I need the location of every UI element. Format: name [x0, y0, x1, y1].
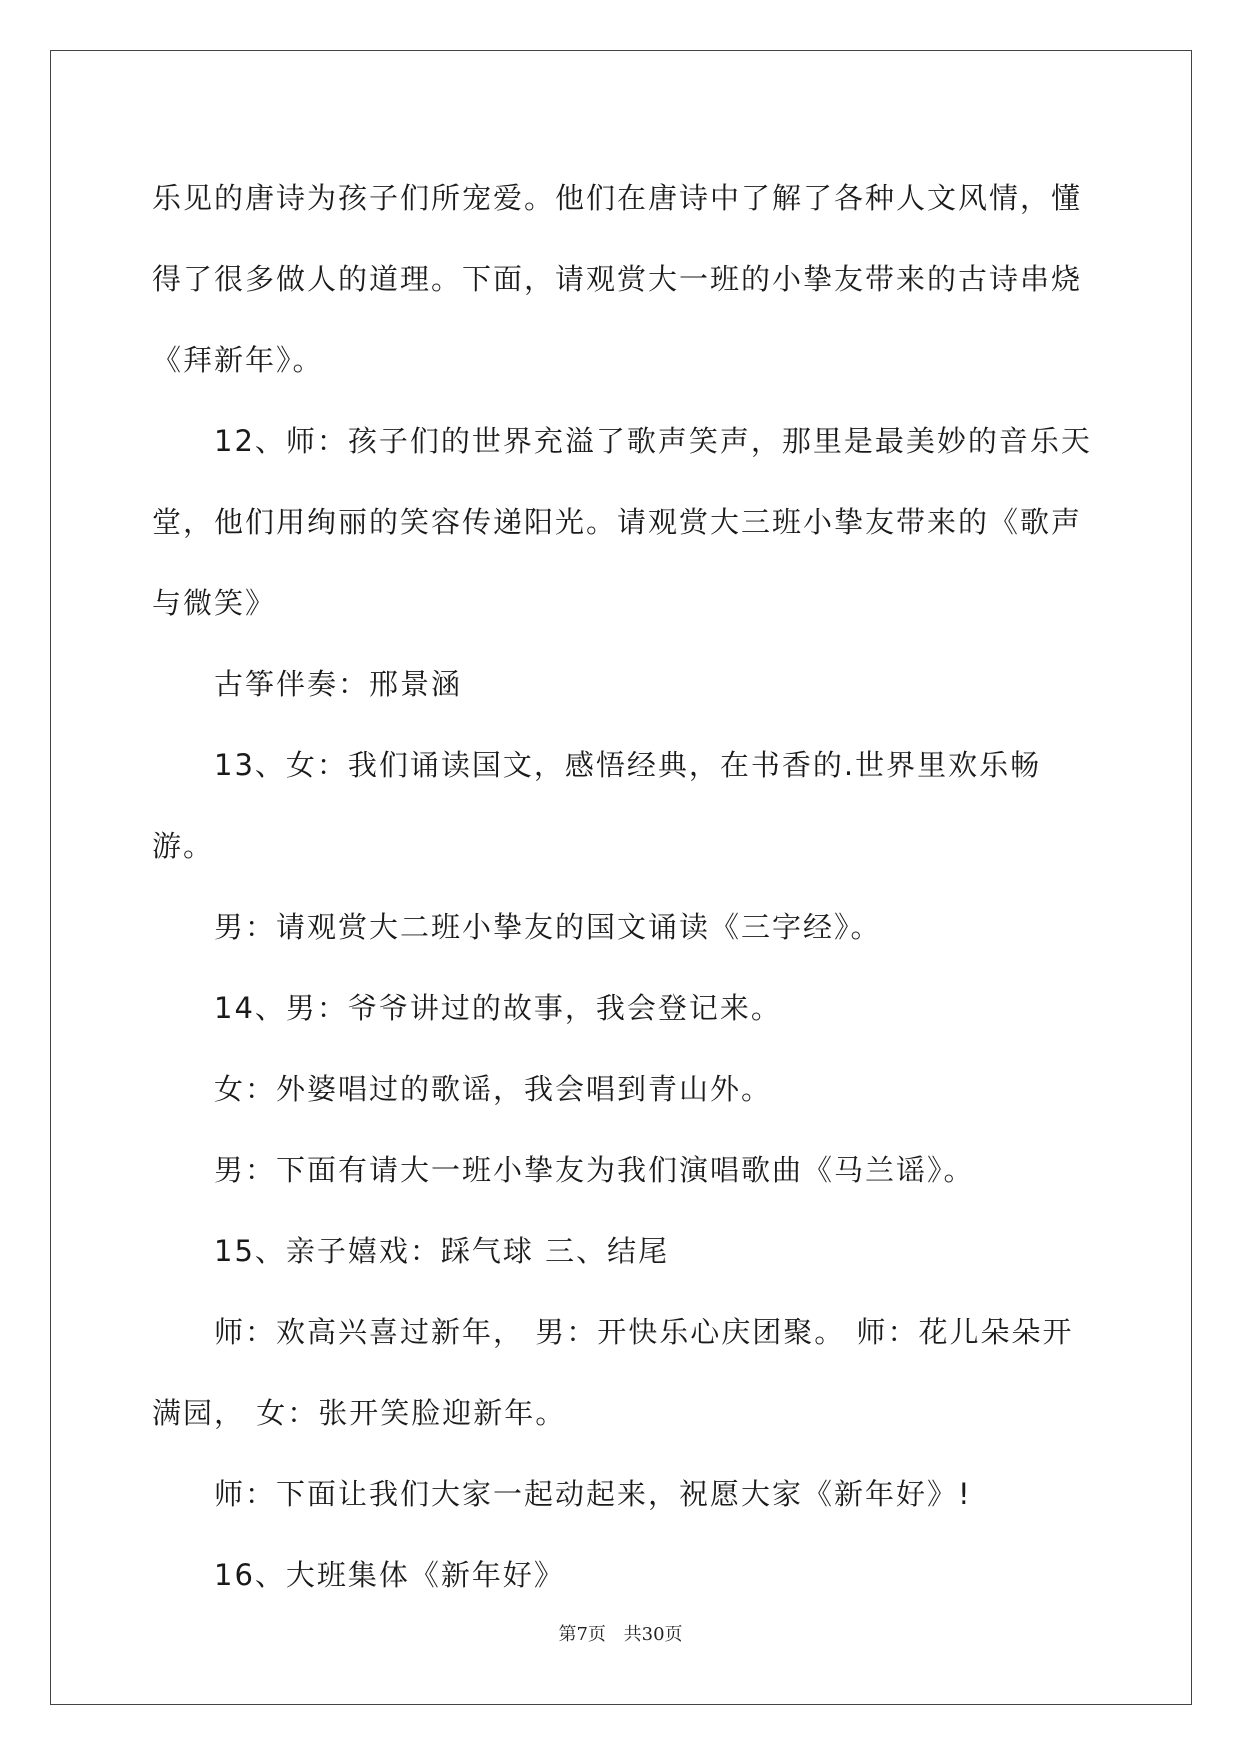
paragraph: 15、亲子嬉戏：踩气球 三、结尾: [214, 1234, 670, 1268]
paragraph: 师：欢高兴喜过新年， 男：开快乐心庆团聚。 师：花儿朵朵开满园， 女：张开笑脸迎新年。: [152, 1315, 1074, 1430]
paragraph: 13、女：我们诵读国文，感悟经典，在书香的.世界里欢乐畅游。: [152, 748, 1042, 863]
paragraph: 14、男：爷爷讲过的故事，我会登记来。: [214, 991, 782, 1025]
paragraph: 12、师：孩子们的世界充溢了歌声笑声，那里是最美妙的音乐天堂，他们用绚丽的笑容传递阳光。请观赏大三班小挚友带来的《歌声与微笑》: [152, 424, 1092, 620]
paragraph: 16、大班集体《新年好》: [214, 1558, 565, 1592]
paragraph: 古筝伴奏：邢景涵: [214, 667, 463, 701]
page-total: 共30页: [623, 1624, 683, 1645]
paragraph: 男：请观赏大二班小挚友的国文诵读《三字经》。: [214, 910, 882, 944]
paragraph: 女：外婆唱过的歌谣，我会唱到青山外。: [214, 1072, 773, 1106]
paragraph: 师：下面让我们大家一起动起来，祝愿大家《新年好》!: [214, 1477, 972, 1511]
paragraph: 男：下面有请大一班小挚友为我们演唱歌曲《马兰谣》。: [214, 1153, 975, 1187]
paragraph: 乐见的唐诗为孩子们所宠爱。他们在唐诗中了解了各种人文风情，懂得了很多做人的道理。下面，请观赏大一班的小挚友带来的古诗串烧《拜新年》。: [152, 181, 1083, 377]
page-footer: [0, 1620, 1241, 1646]
page-number: 第7页: [558, 1624, 606, 1645]
document-body: [152, 158, 1092, 1616]
